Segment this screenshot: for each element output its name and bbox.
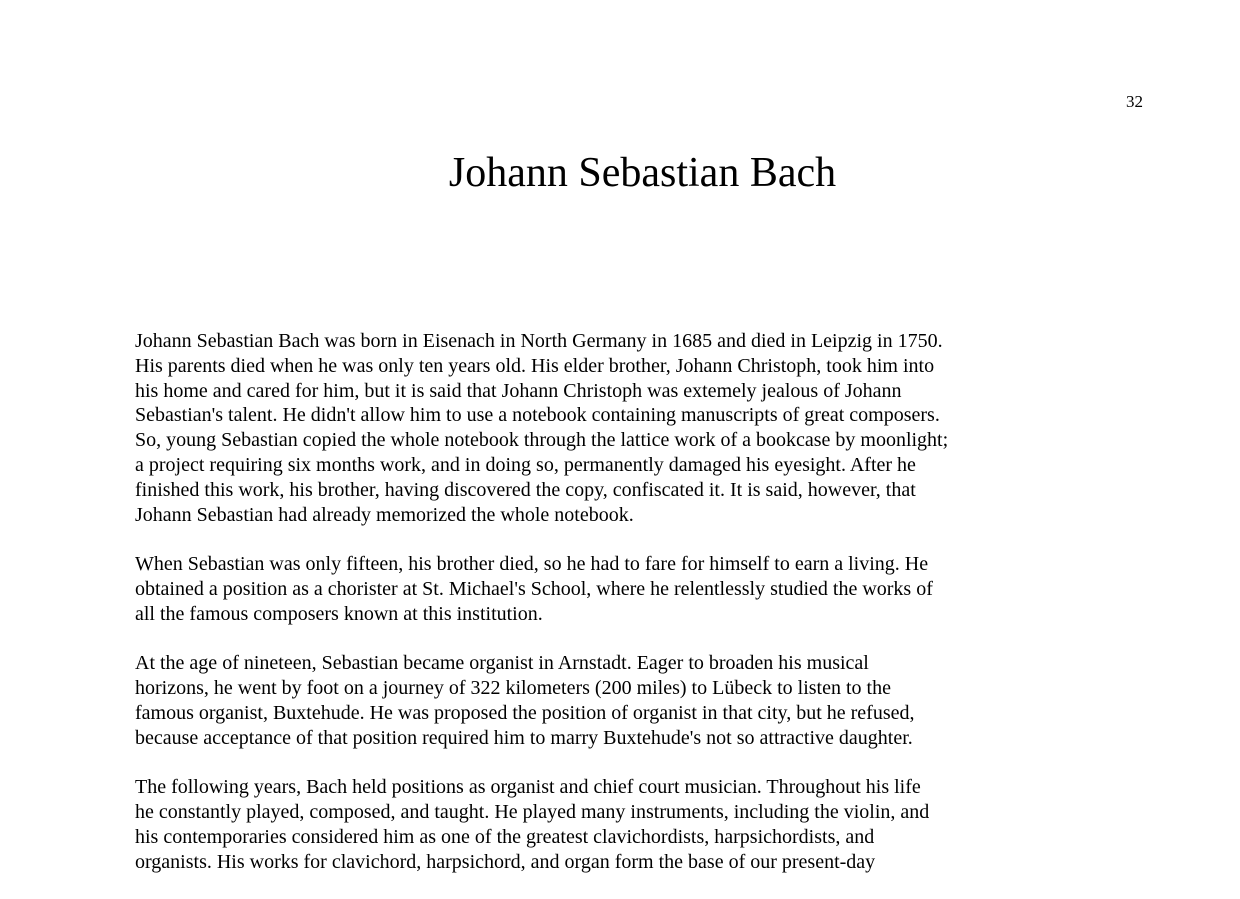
text-line: all the famous composers known at this institution.: [135, 602, 543, 625]
text-line: At the age of nineteen, Sebastian became organist in Arnstadt. Eager to broaden his musical: [135, 652, 869, 675]
text-line: a project requiring six months work, and in doing so, permanently damaged his eyesight. After he: [135, 453, 916, 476]
paragraph-2: [135, 552, 1015, 626]
text-line: his home and cared for him, but it is said that Johann Christoph was extemely jealous of Johann: [135, 379, 902, 402]
text-line: So, young Sebastian copied the whole notebook through the lattice work of a bookcase by moonlight;: [135, 429, 949, 452]
text-line: Johann Sebastian had already memorized the whole notebook.: [135, 503, 634, 526]
page-title: Johann Sebastian Bach: [448, 150, 837, 196]
paragraph-1: [135, 329, 1015, 527]
text-line: his contemporaries considered him as one of the greatest clavichordists, harpsichordists, and: [135, 825, 875, 848]
paragraph-4: [135, 775, 1015, 874]
text-line: The following years, Bach held positions as organist and chief court musician. Throughout his life: [135, 776, 921, 799]
page-number: 32: [1126, 92, 1143, 111]
text-line: horizons, he went by foot on a journey of 322 kilometers (200 miles) to Lübeck to listen to the: [135, 677, 891, 700]
text-line: Sebastian's talent. He didn't allow him to use a notebook containing manuscripts of great composers.: [135, 404, 940, 427]
paragraph-3: [135, 651, 1015, 750]
text-line: he constantly played, composed, and taught. He played many instruments, including the violin, and: [135, 801, 930, 824]
body-text: [135, 329, 1015, 899]
text-line: finished this work, his brother, having discovered the copy, confiscated it. It is said, however, that: [135, 478, 916, 501]
text-line: because acceptance of that position required him to marry Buxtehude's not so attractive daughter.: [135, 726, 913, 749]
text-line: Johann Sebastian Bach was born in Eisenach in North Germany in 1685 and died in Leipzig in 1750.: [135, 330, 943, 352]
text-line: obtained a position as a chorister at St. Michael's School, where he relentlessly studied the works of: [135, 577, 933, 600]
text-line: organists. His works for clavichord, harpsichord, and organ form the base of our present-day: [135, 850, 876, 873]
text-line: His parents died when he was only ten years old. His elder brother, Johann Christoph, took him into: [135, 354, 935, 377]
text-line: famous organist, Buxtehude. He was proposed the position of organist in that city, but he refused,: [135, 701, 915, 724]
text-line: When Sebastian was only fifteen, his brother died, so he had to fare for himself to earn a living. He: [135, 553, 929, 576]
